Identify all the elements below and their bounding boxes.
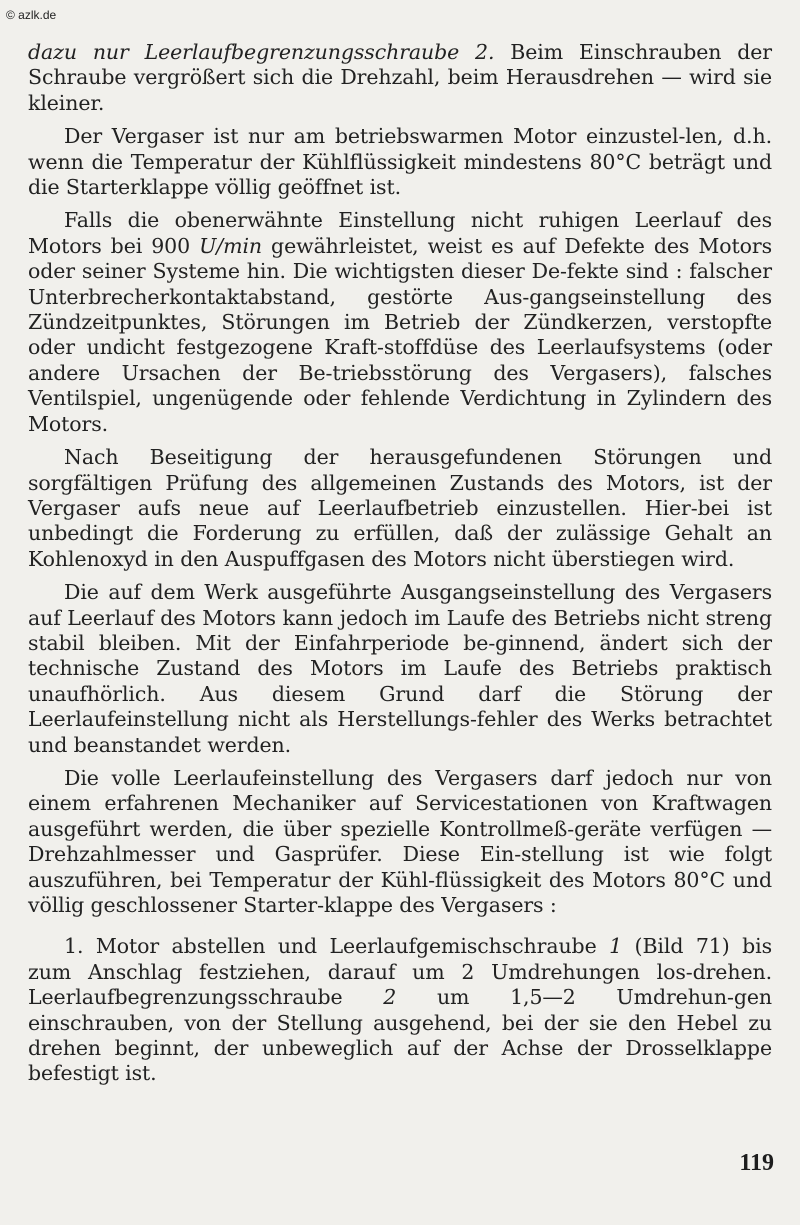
paragraph-4	[28, 445, 772, 572]
page-body	[28, 40, 772, 1095]
paragraph-5	[28, 580, 772, 758]
paragraph-3	[28, 208, 772, 437]
text-run: (Bild 71) bis zum Anschlag festziehen, darauf um 2 Umdrehungen los-drehen. Leerlaufbegrenzungsschraube	[28, 934, 773, 1010]
paragraph-1	[28, 40, 772, 116]
text-run: um 1,5—2 Umdrehun-gen einschrauben, von der Stellung ausgehend, bei der sie den Hebel zu drehen beginnt, der unbeweglich auf der Achse der Drosselklappe befestigt ist.	[28, 985, 772, 1086]
text-run: Der Vergaser ist nur am betriebswarmen Motor einzustel-len, d.h. wenn die Temperatur der Kühlflüssigkeit mindestens 80°C beträgt und die Starterklappe völlig geöffnet ist.	[28, 124, 772, 200]
text-run: Die auf dem Werk ausgeführte Ausgangseinstellung des Vergasers auf Leerlauf des Motors kann jedoch im Laufe des Betriebs nicht streng stabil bleiben. Mit der Einfahrperiode be-ginnend, ändert sich der technische Zustand des Motors im Laufe des Betriebs praktisch unaufhörlich. Aus diesem Grund darf die Störung der Leerlaufeinstellung nicht als Herstellungs-fehler des Werks betrachtet und beanstandet werden.	[28, 580, 772, 757]
paragraph-7	[28, 934, 772, 1086]
text-run: U/min	[199, 233, 263, 258]
text-run: Beim Einschrauben der Schraube vergrößert sich die Drehzahl, beim Herausdrehen — wird sie kleiner.	[28, 40, 772, 115]
text-run: 1. Motor abstellen und Leerlaufgemischschraube	[64, 934, 610, 959]
paragraph-2	[28, 124, 772, 200]
text-run: 1	[609, 934, 623, 959]
text-run: dazu nur Leerlaufbegrenzungsschraube 2.	[28, 40, 495, 64]
text-run: Nach Beseitigung der herausgefundenen Störungen und sorgfältigen Prüfung des allgemeinen Zustands des Motors, ist der Vergaser aufs neue auf Leerlaufbetrieb einzustellen. Hier-bei ist unbedingt die Forderung zu erfüllen, daß der zulässige Gehalt an Kohlenoxyd in den Auspuffgasen des Motors nicht überstiegen wird.	[28, 445, 772, 571]
page-number: 119	[739, 1150, 774, 1176]
text-run: Falls die obenerwähnte Einstellung nicht ruhigen Leerlauf des Motors bei 900	[28, 208, 772, 258]
watermark: © azlk.de	[6, 8, 57, 22]
text-run: gewährleistet, weist es auf Defekte des Motors oder seiner Systeme hin. Die wichtigsten dieser De-fekte sind : falscher Unterbrecherkontaktabstand, gestörte Aus-gangseinstellung des Zündzeitpunktes, Störungen im Betrieb der Zündkerzen, verstopfte oder undicht festgezogene Kraft-stoffdüse des Leerlaufsystems (oder andere Ursachen der Be-triebsstörung des Vergasers), falsches Ventilspiel, ungenügende oder fehlende Verdichtung in Zylindern des Motors.	[28, 233, 772, 436]
text-run: 2	[383, 985, 397, 1010]
paragraph-6	[28, 766, 772, 918]
text-run: Die volle Leerlaufeinstellung des Vergasers darf jedoch nur von einem erfahrenen Mechaniker auf Servicestationen von Kraftwagen ausgeführt werden, die über spezielle Kontrollmeß-geräte verfügen — Drehzahlmesser und Gasprüfer. Diese Ein-stellung ist wie folgt auszuführen, bei Temperatur der Kühl-flüssigkeit des Motors 80°C und völlig geschlossener Starter-klappe des Vergasers :	[28, 765, 772, 917]
